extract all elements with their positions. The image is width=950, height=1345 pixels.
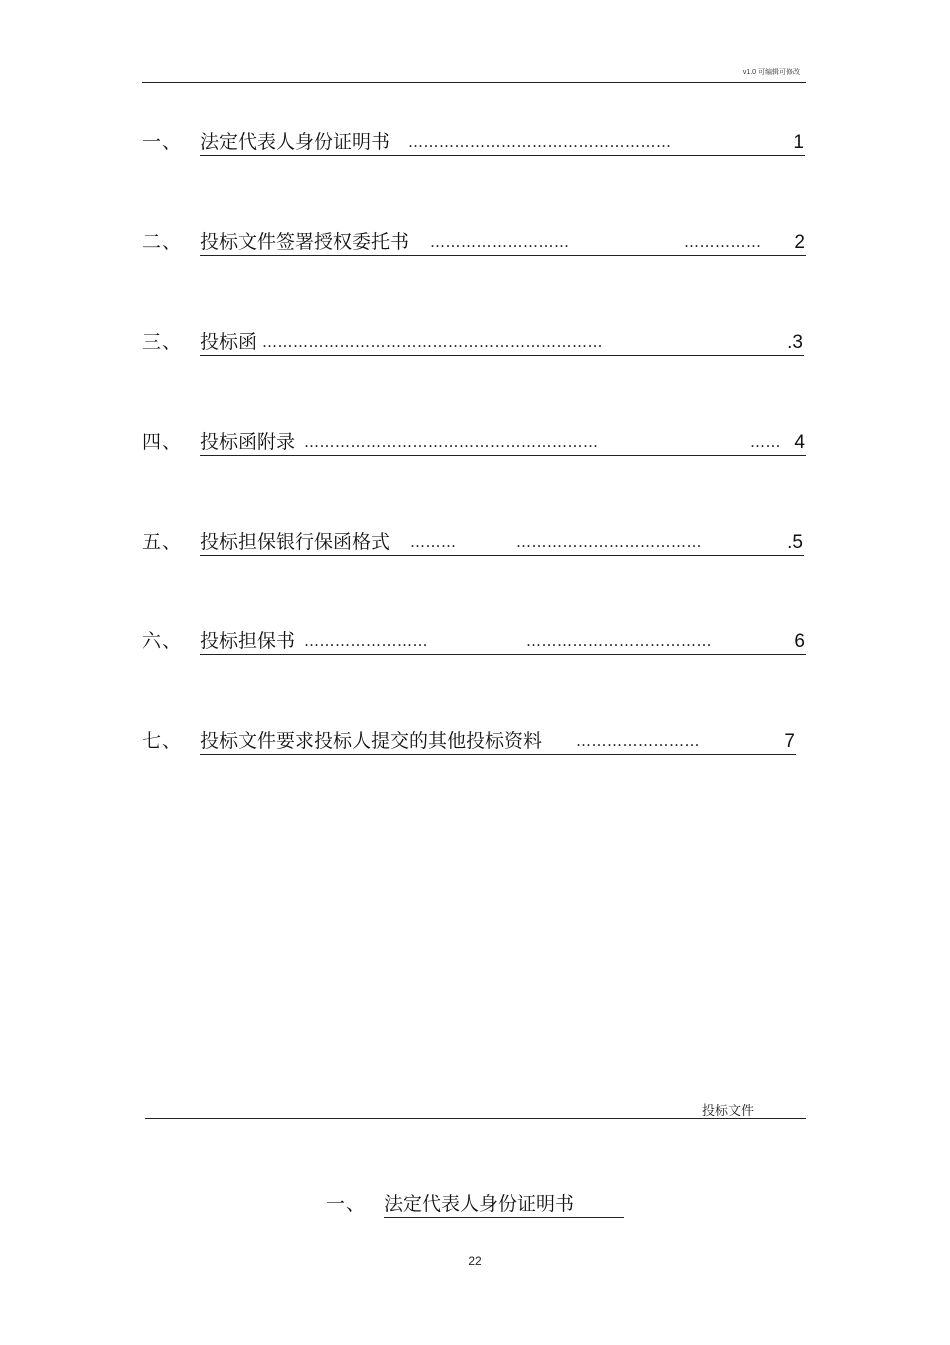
toc-page-number: 4 (794, 432, 805, 453)
toc-leader-dots: …………………… (304, 632, 428, 650)
footer-rule (145, 1098, 806, 1119)
toc-row[interactable] (142, 226, 806, 256)
toc-number: 六、 (142, 630, 183, 652)
toc-leader-dots: …………………… (576, 732, 700, 750)
toc-leader-dots: …… (750, 433, 781, 451)
toc-row[interactable] (142, 326, 806, 356)
toc-leader-dots: …………………………………………… (408, 133, 672, 151)
toc-title: 投标文件签署授权委托书 (200, 231, 410, 253)
toc-entry-link[interactable] (200, 127, 805, 156)
running-title: 投标文件 (701, 1104, 754, 1119)
toc-row[interactable] (142, 426, 806, 456)
toc-page-number: .5 (787, 532, 803, 553)
toc-leader-dots: ……………………… (430, 233, 570, 251)
toc-leader-dots: ……………………………… (516, 533, 702, 551)
toc-leader-dots: ……… (410, 533, 457, 551)
toc-title: 投标函 (200, 331, 258, 353)
toc-row[interactable] (142, 725, 806, 755)
toc-entry-link[interactable] (200, 427, 806, 456)
toc-number: 二、 (142, 231, 183, 253)
toc-entry-link[interactable] (200, 527, 804, 556)
section-title: 法定代表人身份证明书 (384, 1193, 575, 1215)
toc-entry-link[interactable] (200, 227, 806, 256)
toc-row[interactable] (142, 625, 806, 655)
toc-page-number: .3 (787, 332, 803, 353)
page-number: 22 (468, 1254, 482, 1268)
section-title-underline (384, 1189, 624, 1218)
toc-page-number: 2 (794, 232, 805, 253)
toc-row[interactable] (142, 526, 806, 556)
toc-title: 投标担保银行保函格式 (200, 531, 391, 553)
toc-number: 四、 (142, 431, 183, 453)
header-version-note: v1.0 可编辑可修改 (742, 69, 800, 76)
toc-page-number: 7 (784, 731, 795, 752)
toc-leader-dots: ……………………………… (526, 632, 712, 650)
section-number: 一、 (326, 1193, 367, 1215)
toc-number: 一、 (142, 131, 183, 153)
toc-entry-link[interactable] (200, 726, 796, 755)
toc-row[interactable] (142, 126, 806, 156)
toc-page-number: 1 (793, 132, 804, 153)
toc-entry-link[interactable] (200, 626, 806, 655)
toc-number: 五、 (142, 531, 183, 553)
toc-title: 投标文件要求投标人提交的其他投标资料 (200, 730, 543, 752)
page-header (142, 62, 806, 83)
toc-leader-dots: …………… (684, 233, 762, 251)
toc-entry-link[interactable] (200, 327, 804, 356)
toc-title: 投标函附录 (200, 431, 296, 453)
toc-number: 三、 (142, 331, 183, 353)
toc-number: 七、 (142, 730, 183, 752)
toc-page-number: 6 (794, 631, 805, 652)
toc-leader-dots: ………………………………………………………… (262, 333, 603, 351)
toc-title: 投标担保书 (200, 630, 296, 652)
toc-leader-dots: ………………………………………………… (304, 433, 599, 451)
toc-title: 法定代表人身份证明书 (200, 131, 391, 153)
